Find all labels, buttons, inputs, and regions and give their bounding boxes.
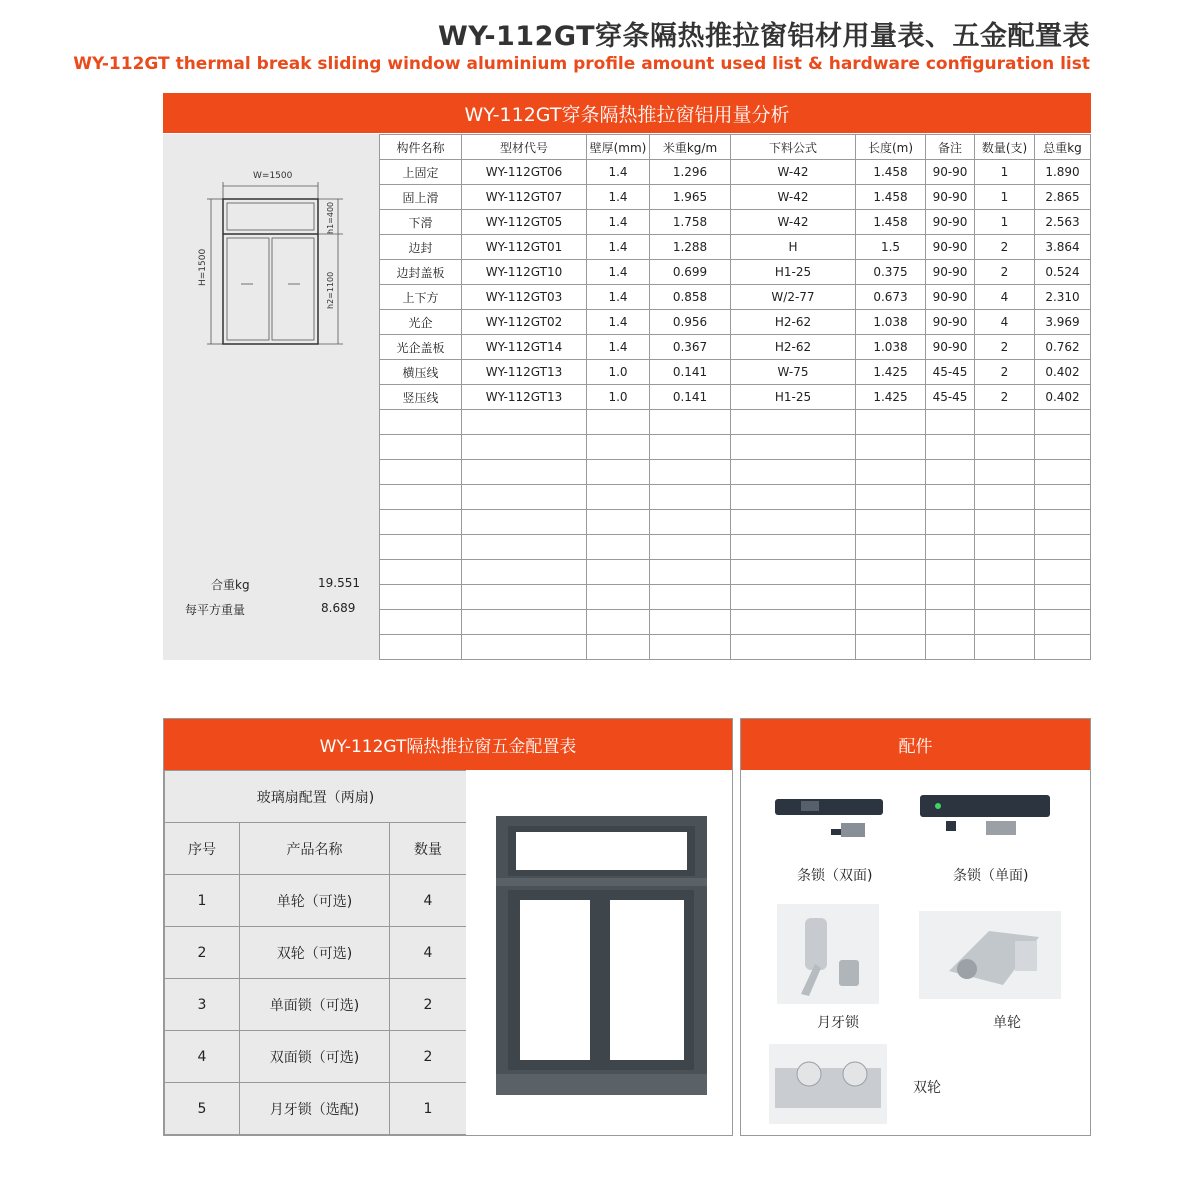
profile-cell-thickness: 1.4 — [587, 260, 650, 285]
profile-cell-remark — [926, 460, 975, 485]
profile-cell-length — [856, 510, 926, 535]
double-roller-image — [769, 1044, 887, 1124]
profile-cell-length — [856, 460, 926, 485]
profile-cell-thickness — [587, 435, 650, 460]
profile-row — [380, 210, 1091, 235]
profile-cell-meter-weight: 1.296 — [650, 160, 731, 185]
profile-cell-remark — [926, 485, 975, 510]
profile-empty-row — [380, 410, 1091, 435]
profile-cell-cut-formula — [731, 585, 856, 610]
profile-cell-meter-weight — [650, 485, 731, 510]
profile-cell-quantity: 1 — [975, 210, 1035, 235]
profile-cell-meter-weight — [650, 435, 731, 460]
profile-cell-component: 光企 — [380, 310, 462, 335]
accessory-label-single-roller: 单轮 — [993, 1015, 1021, 1031]
profile-cell-profile-code: WY-112GT07 — [462, 185, 587, 210]
profile-cell-cut-formula: H — [731, 235, 856, 260]
profile-cell-cut-formula: H1-25 — [731, 385, 856, 410]
profile-cell-cut-formula — [731, 460, 856, 485]
hardware-row — [165, 875, 467, 927]
col-quantity: 数量(支) — [975, 135, 1035, 160]
profile-empty-row — [380, 560, 1091, 585]
col-cut-formula: 下料公式 — [731, 135, 856, 160]
profile-cell-total-weight — [1035, 485, 1091, 510]
profile-cell-cut-formula: W-42 — [731, 185, 856, 210]
profile-cell-cut-formula: W-75 — [731, 360, 856, 385]
profile-cell-component — [380, 460, 462, 485]
diagram-h-label: H=1500 — [198, 248, 208, 286]
profile-cell-length — [856, 635, 926, 660]
profile-cell-profile-code — [462, 410, 587, 435]
profile-cell-total-weight: 2.563 — [1035, 210, 1091, 235]
profile-row — [380, 235, 1091, 260]
profile-cell-remark: 45-45 — [926, 360, 975, 385]
profile-cell-component: 边封 — [380, 235, 462, 260]
profile-cell-remark — [926, 610, 975, 635]
hardware-cell-product-name: 单轮（可选) — [240, 875, 390, 927]
profile-cell-length: 1.038 — [856, 335, 926, 360]
profile-cell-component — [380, 535, 462, 560]
profile-cell-total-weight: 0.524 — [1035, 260, 1091, 285]
profile-cell-cut-formula: W/2-77 — [731, 285, 856, 310]
profile-cell-quantity: 2 — [975, 260, 1035, 285]
profile-cell-meter-weight: 0.956 — [650, 310, 731, 335]
profile-cell-cut-formula — [731, 560, 856, 585]
profile-cell-profile-code: WY-112GT14 — [462, 335, 587, 360]
profile-cell-thickness — [587, 585, 650, 610]
hardware-columns-row — [165, 823, 467, 875]
profile-cell-thickness — [587, 610, 650, 635]
profile-cell-meter-weight — [650, 410, 731, 435]
profile-cell-profile-code: WY-112GT10 — [462, 260, 587, 285]
profile-cell-total-weight: 2.865 — [1035, 185, 1091, 210]
profile-cell-total-weight — [1035, 610, 1091, 635]
profile-cell-profile-code — [462, 635, 587, 660]
accessory-label-double-lock: 条锁（双面) — [797, 868, 873, 884]
profile-table — [379, 134, 1091, 660]
profile-cell-profile-code: WY-112GT03 — [462, 285, 587, 310]
hardware-table — [164, 770, 467, 1135]
profile-cell-component — [380, 585, 462, 610]
profile-cell-profile-code — [462, 560, 587, 585]
profile-cell-profile-code: WY-112GT01 — [462, 235, 587, 260]
hardware-cell-quantity: 4 — [390, 927, 467, 979]
col-length: 长度(m) — [856, 135, 926, 160]
profile-cell-thickness: 1.0 — [587, 360, 650, 385]
profile-empty-row — [380, 610, 1091, 635]
profile-cell-component: 横压线 — [380, 360, 462, 385]
profile-cell-total-weight: 0.402 — [1035, 385, 1091, 410]
profile-cell-thickness — [587, 485, 650, 510]
total-weight-value: 19.551 — [318, 576, 360, 590]
profile-row — [380, 360, 1091, 385]
profile-cell-remark — [926, 435, 975, 460]
profile-cell-total-weight — [1035, 535, 1091, 560]
profile-cell-cut-formula: W-42 — [731, 210, 856, 235]
profile-cell-meter-weight: 1.965 — [650, 185, 731, 210]
profile-cell-meter-weight — [650, 610, 731, 635]
hardware-cell-index: 1 — [165, 875, 240, 927]
profile-table-header-row — [380, 135, 1091, 160]
profile-row — [380, 285, 1091, 310]
hardware-cell-index: 2 — [165, 927, 240, 979]
profile-cell-profile-code: WY-112GT02 — [462, 310, 587, 335]
profile-cell-profile-code: WY-112GT05 — [462, 210, 587, 235]
profile-cell-cut-formula — [731, 510, 856, 535]
profile-cell-thickness — [587, 510, 650, 535]
profile-cell-total-weight — [1035, 510, 1091, 535]
hardware-cell-product-name: 双面锁（可选) — [240, 1031, 390, 1083]
profile-row — [380, 260, 1091, 285]
hardware-cell-quantity: 4 — [390, 875, 467, 927]
profile-cell-meter-weight: 1.758 — [650, 210, 731, 235]
col-product-name: 产品名称 — [240, 823, 390, 875]
per-sqm-weight-label: 每平方重量 — [185, 603, 246, 617]
profile-cell-remark: 90-90 — [926, 210, 975, 235]
profile-cell-length — [856, 535, 926, 560]
diagram-w-label: W=1500 — [253, 171, 293, 181]
profile-cell-meter-weight — [650, 635, 731, 660]
profile-cell-quantity: 2 — [975, 385, 1035, 410]
accessory-label-single-lock: 条锁（单面) — [953, 868, 1029, 884]
profile-cell-meter-weight — [650, 510, 731, 535]
profile-cell-component — [380, 610, 462, 635]
profile-cell-quantity: 2 — [975, 335, 1035, 360]
profile-cell-remark: 90-90 — [926, 160, 975, 185]
profile-row — [380, 310, 1091, 335]
hardware-photo-area — [466, 770, 732, 1135]
per-sqm-weight-value: 8.689 — [321, 601, 356, 615]
profile-cell-remark — [926, 510, 975, 535]
profile-cell-total-weight — [1035, 435, 1091, 460]
hardware-cell-quantity: 2 — [390, 1031, 467, 1083]
profile-cell-length: 1.458 — [856, 185, 926, 210]
profile-cell-meter-weight — [650, 460, 731, 485]
profile-cell-quantity: 1 — [975, 185, 1035, 210]
profile-cell-quantity: 4 — [975, 285, 1035, 310]
profile-cell-quantity — [975, 435, 1035, 460]
profile-cell-component — [380, 410, 462, 435]
hardware-cell-quantity: 1 — [390, 1083, 467, 1135]
profile-cell-thickness — [587, 560, 650, 585]
profile-cell-thickness: 1.4 — [587, 160, 650, 185]
profile-cell-thickness: 1.4 — [587, 235, 650, 260]
col-meter-weight: 米重kg/m — [650, 135, 731, 160]
diagram-h1-label: h1=400 — [326, 201, 335, 234]
profile-cell-meter-weight: 0.367 — [650, 335, 731, 360]
profile-cell-total-weight: 0.402 — [1035, 360, 1091, 385]
profile-empty-row — [380, 535, 1091, 560]
hardware-row — [165, 979, 467, 1031]
profile-cell-meter-weight: 0.141 — [650, 385, 731, 410]
profile-cell-total-weight — [1035, 460, 1091, 485]
profile-cell-remark: 90-90 — [926, 310, 975, 335]
profile-cell-total-weight: 2.310 — [1035, 285, 1091, 310]
hardware-subheader: 玻璃扇配置（两扇) — [165, 771, 467, 823]
col-hw-quantity: 数量 — [390, 823, 467, 875]
profile-row — [380, 185, 1091, 210]
profile-cell-quantity: 4 — [975, 310, 1035, 335]
profile-cell-total-weight: 3.864 — [1035, 235, 1091, 260]
profile-cell-profile-code — [462, 610, 587, 635]
hardware-row — [165, 1031, 467, 1083]
title-en: WY-112GT thermal break sliding window aluminium profile amount used list & hardware configuration list — [73, 54, 1090, 74]
col-remark: 备注 — [926, 135, 975, 160]
profile-cell-length — [856, 435, 926, 460]
profile-cell-thickness: 1.4 — [587, 210, 650, 235]
profile-cell-remark: 90-90 — [926, 185, 975, 210]
profile-cell-remark — [926, 535, 975, 560]
window-dimension-diagram — [193, 164, 353, 344]
profile-cell-component — [380, 435, 462, 460]
hardware-row — [165, 927, 467, 979]
profile-cell-remark — [926, 560, 975, 585]
profile-cell-length: 1.5 — [856, 235, 926, 260]
profile-cell-quantity — [975, 410, 1035, 435]
profile-cell-length — [856, 560, 926, 585]
profile-cell-cut-formula — [731, 535, 856, 560]
accessories-box — [740, 718, 1091, 1136]
profile-cell-cut-formula — [731, 410, 856, 435]
hardware-cell-quantity: 2 — [390, 979, 467, 1031]
profile-cell-thickness — [587, 635, 650, 660]
profile-cell-thickness: 1.4 — [587, 335, 650, 360]
profile-cell-quantity: 2 — [975, 235, 1035, 260]
diagram-h2-label: h2=1100 — [326, 271, 335, 309]
profile-empty-row — [380, 510, 1091, 535]
profile-cell-thickness — [587, 410, 650, 435]
profile-cell-length: 0.673 — [856, 285, 926, 310]
total-weight-label: 合重kg — [211, 578, 250, 592]
col-index: 序号 — [165, 823, 240, 875]
profile-cell-cut-formula: W-42 — [731, 160, 856, 185]
profile-row — [380, 160, 1091, 185]
profile-cell-remark: 90-90 — [926, 335, 975, 360]
profile-cell-thickness — [587, 535, 650, 560]
profile-cell-cut-formula — [731, 635, 856, 660]
profile-cell-length — [856, 485, 926, 510]
profile-cell-component — [380, 485, 462, 510]
profile-cell-meter-weight: 1.288 — [650, 235, 731, 260]
profile-cell-quantity — [975, 585, 1035, 610]
profile-cell-profile-code: WY-112GT13 — [462, 360, 587, 385]
accessories-header: 配件 — [741, 719, 1090, 770]
profile-cell-cut-formula — [731, 435, 856, 460]
hardware-cell-product-name: 单面锁（可选) — [240, 979, 390, 1031]
profile-empty-row — [380, 460, 1091, 485]
profile-cell-total-weight: 1.890 — [1035, 160, 1091, 185]
profile-cell-quantity — [975, 460, 1035, 485]
profile-cell-total-weight — [1035, 560, 1091, 585]
profile-cell-profile-code — [462, 585, 587, 610]
profile-cell-remark: 45-45 — [926, 385, 975, 410]
profile-cell-total-weight — [1035, 585, 1091, 610]
accessory-label-double-roller: 双轮 — [913, 1080, 941, 1096]
profile-cell-profile-code — [462, 485, 587, 510]
profile-cell-component — [380, 635, 462, 660]
profile-cell-remark: 90-90 — [926, 285, 975, 310]
profile-cell-component — [380, 510, 462, 535]
profile-cell-length — [856, 585, 926, 610]
profile-cell-component: 竖压线 — [380, 385, 462, 410]
profile-cell-remark: 90-90 — [926, 235, 975, 260]
profile-cell-quantity: 2 — [975, 360, 1035, 385]
profile-cell-cut-formula — [731, 485, 856, 510]
profile-cell-total-weight — [1035, 635, 1091, 660]
profile-cell-meter-weight: 0.858 — [650, 285, 731, 310]
profile-cell-component: 光企盖板 — [380, 335, 462, 360]
profile-cell-cut-formula: H1-25 — [731, 260, 856, 285]
profile-cell-thickness: 1.4 — [587, 285, 650, 310]
profile-cell-thickness: 1.0 — [587, 385, 650, 410]
profile-cell-quantity — [975, 535, 1035, 560]
profile-cell-component — [380, 560, 462, 585]
hardware-cell-index: 3 — [165, 979, 240, 1031]
profile-cell-quantity — [975, 610, 1035, 635]
profile-cell-component: 上固定 — [380, 160, 462, 185]
hardware-cell-index: 5 — [165, 1083, 240, 1135]
profile-empty-row — [380, 435, 1091, 460]
hardware-cell-index: 4 — [165, 1031, 240, 1083]
profile-cell-profile-code — [462, 535, 587, 560]
profile-cell-length: 1.458 — [856, 160, 926, 185]
profile-empty-row — [380, 485, 1091, 510]
profile-cell-meter-weight — [650, 560, 731, 585]
profile-cell-remark — [926, 585, 975, 610]
profile-cell-profile-code: WY-112GT06 — [462, 160, 587, 185]
profile-cell-length: 1.038 — [856, 310, 926, 335]
hardware-subheader-row — [165, 771, 467, 823]
profile-cell-cut-formula: H2-62 — [731, 335, 856, 360]
profile-cell-meter-weight: 0.699 — [650, 260, 731, 285]
profile-cell-remark: 90-90 — [926, 260, 975, 285]
hardware-box — [163, 718, 733, 1136]
profile-cell-remark — [926, 635, 975, 660]
profile-row — [380, 335, 1091, 360]
hardware-header: WY-112GT隔热推拉窗五金配置表 — [164, 719, 732, 770]
profile-empty-row — [380, 635, 1091, 660]
profile-cell-quantity: 1 — [975, 160, 1035, 185]
profile-cell-meter-weight — [650, 535, 731, 560]
profile-row — [380, 385, 1091, 410]
profile-cell-profile-code — [462, 510, 587, 535]
profile-left-panel — [163, 134, 379, 660]
profile-cell-total-weight — [1035, 410, 1091, 435]
single-sided-strip-lock-image — [916, 789, 1056, 849]
crescent-lock-image — [777, 904, 879, 1004]
hardware-cell-product-name: 双轮（可选) — [240, 927, 390, 979]
profile-cell-profile-code — [462, 460, 587, 485]
profile-cell-component: 固上滑 — [380, 185, 462, 210]
profile-cell-component: 下滑 — [380, 210, 462, 235]
profile-cell-quantity — [975, 485, 1035, 510]
col-thickness: 壁厚(mm) — [587, 135, 650, 160]
profile-cell-thickness: 1.4 — [587, 185, 650, 210]
hardware-row — [165, 1083, 467, 1135]
profile-header: WY-112GT穿条隔热推拉窗铝用量分析 — [163, 93, 1091, 133]
window-product-image — [496, 816, 707, 1095]
profile-cell-total-weight: 3.969 — [1035, 310, 1091, 335]
profile-cell-length: 1.425 — [856, 360, 926, 385]
profile-cell-quantity — [975, 560, 1035, 585]
hardware-cell-product-name: 月牙锁（选配) — [240, 1083, 390, 1135]
double-sided-strip-lock-image — [771, 789, 889, 849]
accessory-label-crescent-lock: 月牙锁 — [817, 1015, 859, 1031]
profile-cell-cut-formula — [731, 610, 856, 635]
profile-cell-thickness: 1.4 — [587, 310, 650, 335]
single-roller-image — [919, 911, 1061, 999]
profile-cell-meter-weight — [650, 585, 731, 610]
profile-cell-length: 1.458 — [856, 210, 926, 235]
profile-cell-meter-weight: 0.141 — [650, 360, 731, 385]
profile-cell-length: 0.375 — [856, 260, 926, 285]
col-component: 构件名称 — [380, 135, 462, 160]
profile-cell-length — [856, 410, 926, 435]
profile-cell-total-weight: 0.762 — [1035, 335, 1091, 360]
profile-cell-thickness — [587, 460, 650, 485]
profile-cell-component: 边封盖板 — [380, 260, 462, 285]
profile-cell-quantity — [975, 635, 1035, 660]
profile-cell-component: 上下方 — [380, 285, 462, 310]
profile-cell-cut-formula: H2-62 — [731, 310, 856, 335]
profile-cell-length — [856, 610, 926, 635]
col-total-weight: 总重kg — [1035, 135, 1091, 160]
profile-cell-length: 1.425 — [856, 385, 926, 410]
title-cn: WY-112GT穿条隔热推拉窗铝材用量表、五金配置表 — [437, 21, 1090, 52]
profile-cell-remark — [926, 410, 975, 435]
profile-cell-quantity — [975, 510, 1035, 535]
profile-empty-row — [380, 585, 1091, 610]
profile-cell-profile-code: WY-112GT13 — [462, 385, 587, 410]
profile-cell-profile-code — [462, 435, 587, 460]
col-profile-code: 型材代号 — [462, 135, 587, 160]
